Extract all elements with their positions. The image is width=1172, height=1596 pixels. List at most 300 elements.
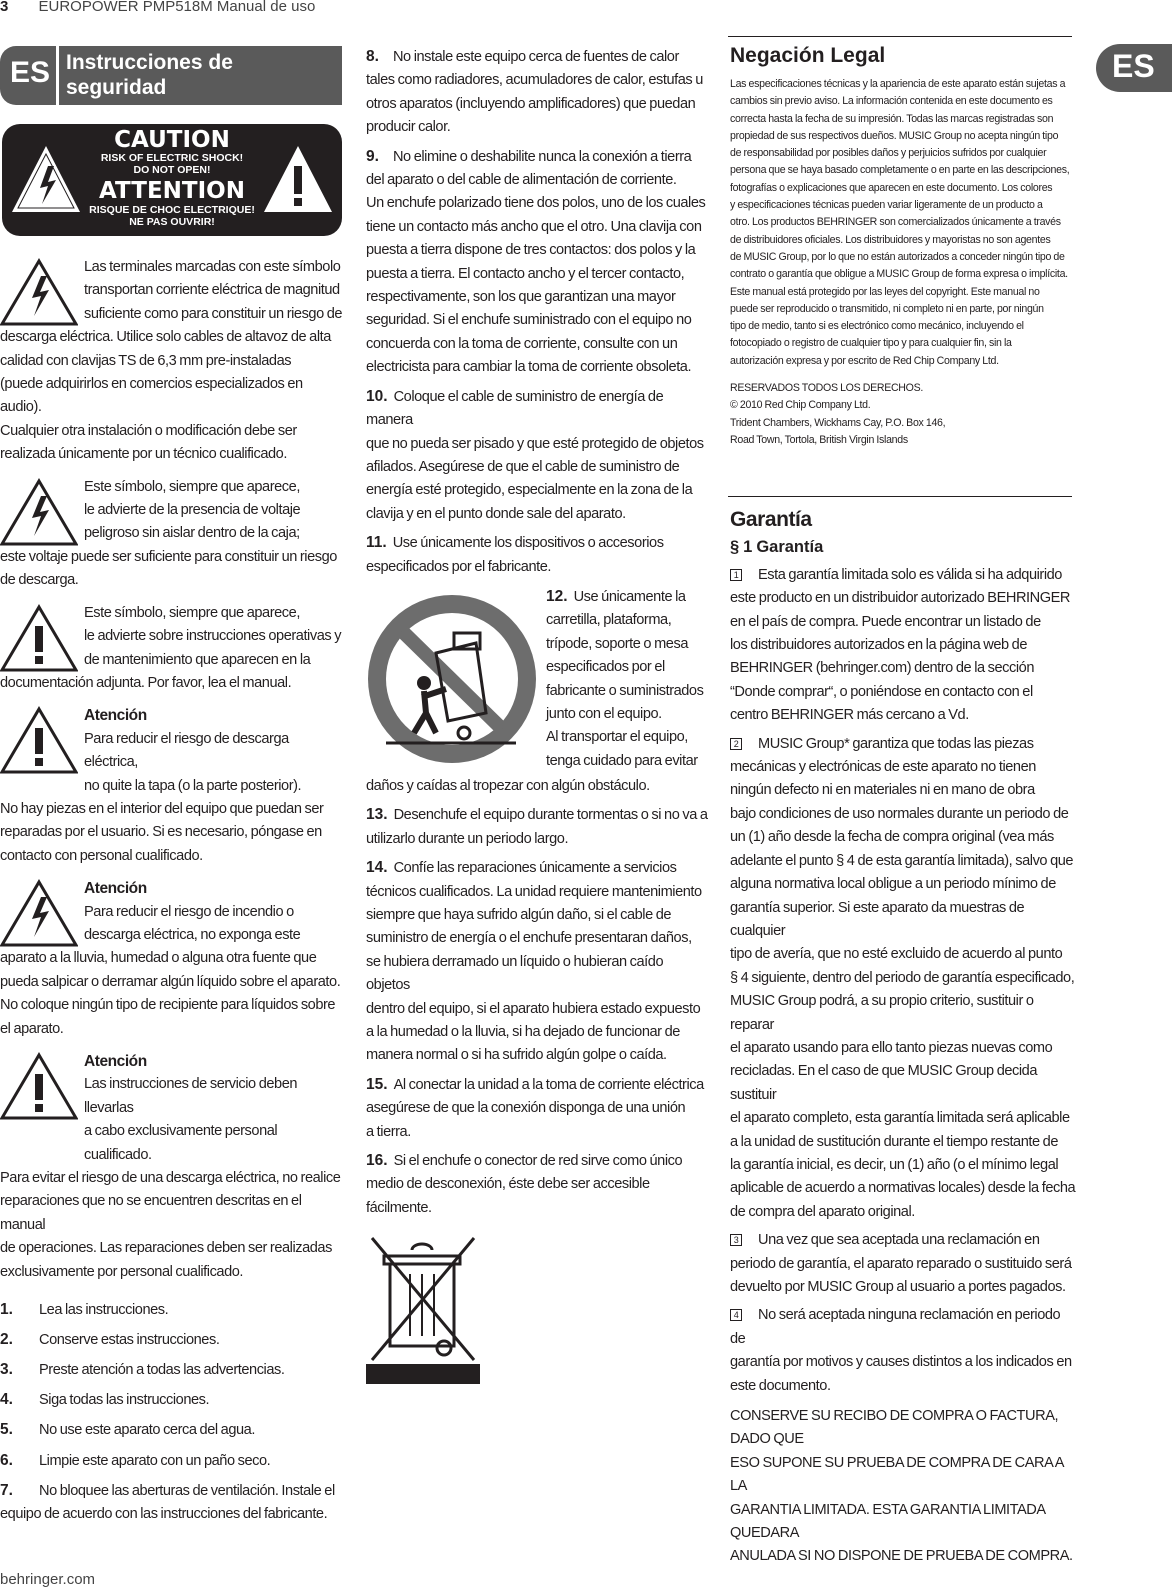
safety-column <box>0 256 345 1526</box>
caution-risk: RISK OF ELECTRIC SHOCK! <box>100 152 244 164</box>
text-line <box>730 1060 1076 1107</box>
text-line <box>546 703 716 726</box>
numbered-item <box>366 1149 708 1220</box>
language-tab-label: ES <box>1112 48 1155 84</box>
item-text: alguna normativa local obligue a un periodo mínimo de <box>730 876 1056 893</box>
text-line <box>546 726 716 749</box>
attention-label: Atención <box>84 880 147 898</box>
page-number: 3 <box>0 0 9 15</box>
item-number: 9. <box>366 147 379 165</box>
caution-do-not-open: DO NOT OPEN! <box>133 164 211 176</box>
text-line <box>546 656 716 679</box>
text-line <box>366 116 708 139</box>
exclamation-triangle-icon <box>0 604 78 672</box>
item-text: especificados por el <box>546 659 665 676</box>
attention-risque: RISQUE DE CHOC ELECTRIQUE! <box>89 204 255 216</box>
item-text: BEHRINGER (behringer.com) dentro de la sección <box>730 660 1034 677</box>
item-number: 12. <box>546 587 568 605</box>
text-line <box>366 803 708 827</box>
text-line: Trident Chambers, Wickhams Cay, P.O. Box 146, <box>730 416 946 429</box>
text-line: Las instrucciones de servicio deben llevarlas <box>84 1076 298 1116</box>
text-line <box>730 657 1076 680</box>
text-line <box>730 943 1076 966</box>
item-number: 2. <box>0 1331 13 1349</box>
text-line: Este manual está protegido por las leyes del copyright. Este manual no <box>730 285 1040 298</box>
warranty-item-number: 1 <box>730 569 742 581</box>
text-line <box>730 611 1076 634</box>
text-line <box>730 1154 1076 1177</box>
item-text: § 4 siguiente, dentro del periodo de garantía especificado, <box>730 969 1075 986</box>
attention-ne-pas: NE PAS OUVRIR! <box>129 216 215 228</box>
item-text: puesta a tierra dispone de tres contactos: dos polos y la <box>366 242 696 259</box>
item-number: 3. <box>0 1361 13 1379</box>
text-line: tipo de medio, tanto si es electrónico como mecánico, incluyendo el <box>730 320 1024 333</box>
item-text: especificados por el fabricante. <box>366 558 551 575</box>
item-text: clavija y en el punto donde sale del aparato. <box>366 505 626 522</box>
text-line <box>366 263 708 286</box>
item-text: utilizarlo durante un periodo largo. <box>366 830 569 847</box>
text-line <box>366 1121 708 1144</box>
item-text: del aparato o del cable de alimentación de corriente. <box>366 172 677 189</box>
lightning-triangle-icon <box>0 258 78 326</box>
text-line <box>366 1044 708 1067</box>
item-text: Confíe las reparaciones únicamente a servicios <box>393 860 677 877</box>
numbered-item <box>366 45 708 140</box>
item-text: recicladas. En el caso de que MUSIC Group decida sustituir <box>730 1063 1037 1103</box>
text-line: Este símbolo, siempre que aparece, <box>84 604 300 621</box>
item-text: puesta a tierra. El contacto ancho y el tercer contacto, <box>366 265 685 282</box>
list-item <box>0 1358 345 1382</box>
text-line: realizada únicamente por un técnico cualificado. <box>0 446 287 463</box>
warranty-title: Garantía <box>730 508 812 531</box>
item-text: técnicos cualificados. La unidad requiere mantenimiento <box>366 883 702 900</box>
text-line <box>366 216 708 239</box>
caution-word: CAUTION <box>114 127 230 153</box>
text-line: le advierte de la presencia de voltaje <box>84 502 301 519</box>
item-text: a tierra. <box>366 1123 411 1140</box>
item-text: devuelto por MUSIC Group al usuario a portes pagados. <box>730 1279 1066 1295</box>
text-line <box>366 169 708 192</box>
text-line: le advierte sobre instrucciones operativas y <box>84 628 342 645</box>
item-text: este documento. <box>730 1377 831 1394</box>
text-line <box>366 479 708 502</box>
text-line: fotocopiado o registro de cualquier tipo y para cualquier fin, sin la <box>730 337 1012 350</box>
text-line: RESERVADOS TODOS LOS DERECHOS. <box>730 382 924 395</box>
item-text: este producto en un distribuidor autorizado BEHRINGER <box>730 590 1071 607</box>
item-number: 15. <box>366 1075 388 1093</box>
item-text: MUSIC Group podrá, a su propio criterio, sustituir o reparar <box>730 993 1034 1033</box>
text-line <box>546 750 716 773</box>
text-line <box>0 1479 345 1503</box>
text-line: transportan corriente eléctrica de magnitud <box>84 282 340 299</box>
text-line <box>366 904 708 927</box>
text-line: calidad con clavijas TS de 6,3 mm pre-instaladas <box>0 352 292 369</box>
item-text: otros aparatos (incluyendo amplificadores) que puedan <box>366 95 696 112</box>
text-line: cambios sin previo aviso. La información contenida en este documento es <box>730 95 1053 108</box>
text-line <box>730 704 1076 727</box>
text-line <box>730 756 1076 779</box>
text-line: autorización expresa y por escrito de Red Chip Company Ltd. <box>730 354 999 367</box>
item-text: Lea las instrucciones. <box>39 1302 169 1319</box>
item-text: tipo de avería, que no esté excluido de acuerdo al punto <box>730 946 1063 963</box>
text-line: y especificaciones técnicas pueden variar ligeramente de un producto a <box>730 199 1043 212</box>
item-text: Use únicamente la <box>573 588 686 605</box>
text-line <box>366 1073 708 1097</box>
item-text: tiene un contacto más ancho que el otro. Una clavija con <box>366 218 702 235</box>
text-line <box>366 1173 708 1220</box>
text-line <box>730 1177 1076 1200</box>
text-line: GARANTIA LIMITADA. ESTA GARANTIA LIMITADA QUEDARA <box>730 1501 1045 1542</box>
text-line <box>730 1351 1076 1374</box>
item-text: afilados. Asegúrese de que el cable de suministro de <box>366 458 680 475</box>
text-line <box>366 856 708 880</box>
text-line: exclusivamente por personal cualificado. <box>0 1263 244 1280</box>
text-line <box>366 385 708 433</box>
text-line <box>730 873 1076 896</box>
weee-bin-icon <box>366 1234 480 1384</box>
item-text: medio de desconexión, éste debe ser accesible fácilmente. <box>366 1176 650 1216</box>
text-line <box>730 1304 1076 1351</box>
item-text: a la humedad o la lluvia, si ha dejado de funcionar de <box>366 1024 680 1040</box>
numbered-item <box>366 1073 708 1144</box>
item-text: fabricante o suministrados <box>546 682 704 699</box>
text-line <box>366 356 708 379</box>
text-line: descarga eléctrica. Utilice solo cables de altavoz de alta <box>0 329 331 346</box>
item-text: carretilla, plataforma, <box>546 612 672 629</box>
safety-title-line1: Instrucciones de <box>66 51 233 74</box>
text-line: de operaciones. Las reparaciones deben ser realizadas <box>0 1240 332 1257</box>
text-line: no quite la tapa (o la parte posterior). <box>84 777 302 794</box>
text-line <box>730 1131 1076 1154</box>
text-line: Para evitar el riesgo de una descarga eléctrica, no realice <box>0 1170 341 1187</box>
symbol-voltage-block <box>0 476 345 593</box>
item-number: 1. <box>0 1301 13 1319</box>
item-text: mecánicas y electrónicas de este aparato no tienen <box>730 759 1036 776</box>
item-text: equipo de acuerdo con las instrucciones del fabricante. <box>0 1506 328 1523</box>
item-text: electricista para cambiar la toma de corriente obsoleta. <box>366 359 692 376</box>
text-line: de MUSIC Group, por lo que no están autorizados a conceder ningún tipo de <box>730 250 1065 263</box>
text-line <box>366 828 708 851</box>
text-line <box>730 1229 1076 1252</box>
text-line <box>730 826 1076 849</box>
text-line <box>0 1503 345 1526</box>
text-line: contrato o garantía que obligue a MUSIC Group de forma expresa o implícita. <box>730 268 1068 281</box>
text-line <box>366 1097 708 1120</box>
item-text: el aparato usando para ello tanto piezas nuevas como <box>730 1039 1053 1056</box>
item-text: Limpie este aparato con un paño seco. <box>39 1452 271 1469</box>
text-line: reparadas por el usuario. Si es necesario, póngase en <box>0 824 322 841</box>
text-line: ANULADA SI NO DISPONE DE PRUEBA DE COMPRA. <box>730 1548 1073 1565</box>
item-text: trípode, soporte o mesa <box>546 635 688 652</box>
text-line <box>730 967 1076 990</box>
text-line: persona que se haya basado completamente o en parte en las descripciones, <box>730 164 1070 177</box>
text-line <box>546 680 716 703</box>
warranty-item <box>730 1304 1076 1398</box>
item-text: Una vez que sea aceptada una reclamación en <box>758 1232 1040 1249</box>
text-line <box>366 433 708 456</box>
symbol-lightning-block <box>0 256 345 467</box>
text-line <box>366 69 708 92</box>
text-line: de distribuidores oficiales. Los distribuidores y mayoristas no son agentes <box>730 233 1051 246</box>
text-line <box>730 850 1076 873</box>
item-text: bajo condiciones de uso normales durante un periodo de <box>730 805 1069 822</box>
text-line <box>730 634 1076 657</box>
item-text: MUSIC Group* garantiza que todas las piezas <box>758 735 1034 752</box>
item-text: No elimine o deshabilite nunca la conexión a tierra <box>392 148 692 165</box>
text-line <box>366 239 708 262</box>
item-text: Al transportar el equipo, <box>546 729 688 746</box>
item-text: seguridad. Si el enchufe suministrado con el equipo no <box>366 312 692 329</box>
lightning-triangle-icon <box>0 478 78 546</box>
exclamation-triangle-icon <box>0 706 78 774</box>
text-line: de mantenimiento que aparecen en la <box>84 651 311 668</box>
safety-heading <box>0 46 342 105</box>
exclamation-triangle-icon <box>0 1052 78 1120</box>
item-text: Conserve estas instrucciones. <box>39 1332 220 1349</box>
text-line: CONSERVE SU RECIBO DE COMPRA O FACTURA, DADO QUE <box>730 1408 1059 1448</box>
list-item <box>0 1449 345 1473</box>
item-text: en el país de compra. Puede encontrar un listado de <box>730 613 1041 630</box>
exclamation-icon <box>262 144 334 214</box>
item-text: la garantía inicial, es decir, un (1) año (o el mínimo legal <box>730 1156 1059 1173</box>
text-line: correcta hasta la fecha de su impresión. Todas las marcas registradas son <box>730 112 1054 125</box>
text-line <box>546 585 716 609</box>
attention-service-block <box>0 1050 345 1284</box>
safety-title-line2: seguridad <box>66 76 167 99</box>
item-text: ningún defecto ni en materiales ni en mano de obra <box>730 782 1035 799</box>
text-line: otro. Los productos BEHRINGER son comercializados únicamente a través <box>730 216 1061 229</box>
item-12-rest: daños y caídas al tropezar con algún obstáculo. <box>366 777 650 794</box>
item-text: Siga todas las instrucciones. <box>39 1392 210 1409</box>
item-text: un (1) año desde la fecha de compra original (vea más <box>730 829 1054 846</box>
page-header <box>0 0 315 15</box>
item-number: 16. <box>366 1152 388 1170</box>
text-line <box>366 503 708 526</box>
text-line: fotografías o explicaciones que aparecen en este documento. Los colores <box>730 181 1053 194</box>
text-line <box>366 927 708 950</box>
item-text: tenga cuidado para evitar <box>546 752 698 769</box>
item-text: periodo de garantía, el aparato reparado o sustituido será <box>730 1255 1072 1272</box>
item-text: Un enchufe polarizado tiene dos polos, uno de los cuales <box>366 195 706 212</box>
item-text: el aparato completo, esta garantía limitada será aplicable <box>730 1110 1070 1127</box>
list-item <box>0 1298 345 1322</box>
text-line: descarga eléctrica, no exponga este <box>84 926 301 943</box>
item-text: a la unidad de sustitución durante el tiempo restante de <box>730 1133 1058 1150</box>
footer-website: behringer.com <box>0 1571 96 1588</box>
text-line <box>366 1021 708 1044</box>
item-text: producir calor. <box>366 119 451 136</box>
text-line <box>730 897 1076 944</box>
attention-label: Atención <box>84 707 147 725</box>
text-line: reparaciones que no se encuentren descritas en el manual <box>0 1193 302 1233</box>
text-line <box>730 587 1076 610</box>
list-item <box>0 1388 345 1412</box>
text-line <box>366 93 708 116</box>
text-line: propiedad de sus respectivos dueños. MUSIC Group no acepta ningún tipo <box>730 129 1059 142</box>
text-line: ESO SUPONE SU PRUEBA DE COMPRA DE CARA A LA <box>730 1454 1064 1495</box>
attention-fire-block <box>0 877 345 1041</box>
item-text: se hubiera derramado un líquido o hubieran caído objetos <box>366 953 664 994</box>
text-line: Cualquier otra instalación o modificación debe ser <box>0 422 297 439</box>
text-line: Este símbolo, siempre que aparece, <box>84 478 300 495</box>
text-line <box>546 609 716 632</box>
item-text: energía esté protegido, especialmente en la zona de la <box>366 482 693 499</box>
item-text: suministro de energía o el enchufe presentaran daños, <box>366 930 692 947</box>
text-line <box>730 1375 1076 1398</box>
text-line: este voltaje puede ser suficiente para constituir un riesgo <box>0 548 337 565</box>
text-line: Las especificaciones técnicas y la apariencia de este aparato están sujetas a <box>730 78 1066 90</box>
text-line: aparato a la lluvia, humedad o alguna otra fuente que <box>0 950 317 967</box>
item-text: Desenchufe el equipo durante tormentas o si no va a <box>393 807 708 824</box>
item-text: los distribuidores autorizados en la página web de <box>730 637 1027 654</box>
text-line: contacto con personal cualificado. <box>0 847 203 864</box>
cart-warning-icon <box>366 593 538 765</box>
item-number: 14. <box>366 859 388 877</box>
middle-column <box>366 45 708 1393</box>
item-12-block <box>366 585 708 775</box>
lightning-bolt-icon <box>10 144 82 214</box>
text-line: de descarga. <box>0 572 79 589</box>
legal-section <box>730 44 1074 449</box>
text-line: pueda salpicar o derramar algún líquido sobre el aparato. <box>0 973 341 990</box>
item-number: 13. <box>366 806 388 824</box>
warranty-item-number: 4 <box>730 1309 742 1321</box>
item-text: junto con el equipo. <box>546 705 662 722</box>
item-text: No use este aparato cerca del agua. <box>39 1422 255 1439</box>
caution-badge <box>2 124 342 236</box>
text-line <box>366 1149 708 1173</box>
text-line <box>366 333 708 356</box>
item-text: Use únicamente los dispositivos o accesorios <box>392 535 664 552</box>
warranty-item-number: 3 <box>730 1234 742 1246</box>
text-line <box>730 681 1076 704</box>
item-text: Coloque el cable de suministro de energía de manera <box>366 388 664 429</box>
text-line: No hay piezas en el interior del equipo que puedan ser <box>0 800 324 817</box>
text-line: el aparato. <box>0 1020 64 1037</box>
text-line: Road Town, Tortola, British Virgin Islands <box>730 433 908 446</box>
text-line <box>366 145 708 169</box>
item-number: 7. <box>0 1481 13 1499</box>
item-number: 4. <box>0 1391 13 1409</box>
item-text: centro BEHRINGER más cercano a Vd. <box>730 707 969 724</box>
text-line <box>730 733 1076 756</box>
item-text: de compra del aparato original. <box>730 1203 915 1220</box>
item-text: que no pueda ser pisado y que esté protegido de objetos <box>366 435 704 452</box>
item-text: Si el enchufe o conector de red sirve como único <box>393 1153 683 1170</box>
item-text: tales como radiadores, acumuladores de calor, estufas u <box>366 72 703 89</box>
item-text: siempre que haya sufrido algún daño, si el cable de <box>366 906 672 923</box>
text-line <box>366 286 708 309</box>
text-line <box>730 779 1076 802</box>
item-text: garantía por motivos y causes distintos a los indicados en <box>730 1354 1072 1371</box>
item-number: 10. <box>366 387 388 405</box>
text-line <box>366 951 708 998</box>
item-text: Preste atención a todas las advertencias. <box>39 1362 285 1379</box>
text-line: No coloque ningún tipo de recipiente para líquidos sobre <box>0 997 336 1014</box>
attention-cover-block <box>0 704 345 868</box>
warranty-item <box>730 564 1076 728</box>
warranty-section <box>730 508 1076 1569</box>
safety-numbered-list <box>0 1298 345 1473</box>
item-text: manera normal o si ha sufrido algún golpe o caída. <box>366 1047 667 1064</box>
text-line <box>730 990 1076 1037</box>
item-number: 11. <box>366 534 387 552</box>
language-tab <box>1096 44 1172 92</box>
warranty-subtitle: § 1 Garantía <box>730 538 824 557</box>
text-line: a cabo exclusivamente personal cualificado. <box>84 1123 278 1163</box>
text-line: (puede adquirirlos en comercios especializados en audio). <box>0 376 303 416</box>
numbered-item <box>366 145 708 380</box>
item-text: Esta garantía limitada solo es válida si ha adquirido <box>758 566 1062 583</box>
item-number: 8. <box>366 48 379 65</box>
text-line: Para reducir el riesgo de descarga eléctrica, <box>84 730 289 771</box>
text-line: documentación adjunta. Por favor, lea el manual. <box>0 674 292 691</box>
numbered-item <box>366 385 708 526</box>
attention-word: ATTENTION <box>99 178 245 204</box>
text-line <box>730 1107 1076 1130</box>
text-line: suficiente como para constituir un riesgo de <box>84 305 343 322</box>
item-text: “Donde comprar“, o poniéndose en contacto con el <box>730 683 1033 700</box>
text-line: © 2010 Red Chip Company Ltd. <box>730 399 871 412</box>
text-line <box>366 309 708 332</box>
text-line: Las terminales marcadas con este símbolo <box>84 259 341 275</box>
warranty-item <box>730 733 1076 1225</box>
warranty-item <box>730 1229 1076 1299</box>
lightning-triangle-icon <box>0 879 78 947</box>
item-number: 5. <box>0 1421 13 1439</box>
text-line <box>366 998 708 1021</box>
text-line <box>366 881 708 904</box>
item-text: aplicable de acuerdo a normativas locales) desde la fecha <box>730 1180 1076 1197</box>
numbered-item <box>366 531 708 579</box>
list-item <box>0 1328 345 1352</box>
symbol-instructions-block <box>0 602 345 696</box>
numbered-item <box>366 803 708 851</box>
legal-title: Negación Legal <box>730 44 886 67</box>
text-line <box>730 1276 1076 1299</box>
item-text: No bloquee las aberturas de ventilación. Instale el <box>39 1482 335 1499</box>
text-line <box>366 192 708 215</box>
item-text: dentro del equipo, si el aparato hubiera estado expuesto <box>366 1000 701 1017</box>
text-line <box>546 633 716 656</box>
text-line: de responsabilidad por posibles daños y perjuicios sufridos por cualquier <box>730 147 1047 160</box>
item-text: concuerda con la toma de corriente, consulte con un <box>366 335 678 352</box>
text-line: Para reducir el riesgo de incendio o <box>84 903 294 920</box>
item-text: adelante el punto § 4 de esta garantía limitada), salvo que <box>730 852 1074 869</box>
text-line <box>730 1253 1076 1276</box>
text-line <box>730 1037 1076 1060</box>
item-text: garantía superior. Si este aparato da muestras de cualquier <box>730 899 1025 939</box>
safety-heading-tag: ES <box>10 56 51 89</box>
item-text: No será aceptada ninguna reclamación en periodo de <box>730 1307 1061 1347</box>
text-line <box>730 564 1076 587</box>
item-text: Al conectar la unidad a la toma de corriente eléctrica <box>393 1076 704 1093</box>
item-text: No instale este equipo cerca de fuentes de calor <box>392 49 679 65</box>
manual-title: EUROPOWER PMP518M Manual de uso <box>38 0 316 15</box>
text-line <box>366 556 708 579</box>
text-line <box>730 1201 1076 1224</box>
item-text: respectivamente, son los que garantizan una mayor <box>366 289 676 306</box>
item-text: asegúrese de que la conexión disponga de una unión <box>366 1100 686 1117</box>
text-line <box>366 456 708 479</box>
text-line <box>366 45 708 69</box>
list-item <box>0 1418 345 1442</box>
safety-item-7 <box>0 1479 345 1527</box>
text-line: peligroso sin aislar dentro de la caja; <box>84 525 300 542</box>
warranty-item-number: 2 <box>730 738 742 750</box>
numbered-item <box>366 856 708 1068</box>
item-number: 6. <box>0 1451 13 1469</box>
